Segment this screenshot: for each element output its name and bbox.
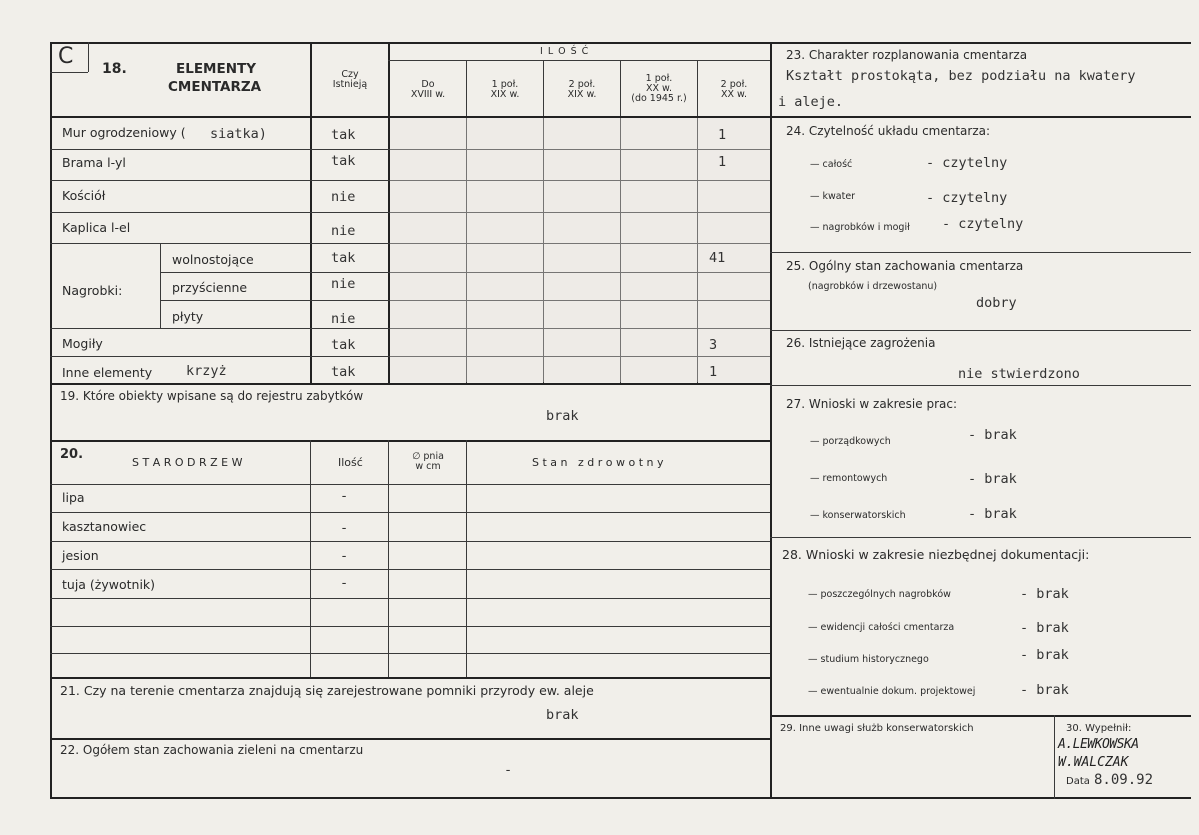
section-22-label: 22. Ogółem stan zachowania zieleni na cmentarzu [60, 743, 364, 757]
section-23-label: 23. Charakter rozplanowania cmentarza [786, 48, 1028, 62]
col-header-tree-count: Ilość [338, 456, 363, 469]
signature-name-2: W.WALCZAK [1058, 755, 1129, 770]
section-27-label: 27. Wnioski w zakresie prac: [786, 397, 958, 411]
row-note-mur: siatka) [210, 126, 267, 142]
tree-count-jesion: - [340, 548, 349, 564]
s28-item-ewidencji-value: - brak [1020, 620, 1069, 636]
s24-item-nagrobkow-value: - czytelny [942, 216, 1024, 232]
s28-item-nagrobkow-label: — poszczególnych nagrobków [808, 589, 951, 600]
s27-item-porzadkowych-value: - brak [968, 427, 1017, 443]
signature-name-1: A.LEWKOWSKA [1058, 737, 1139, 752]
section-c-box [54, 44, 86, 70]
row-exists-kosciol: nie [331, 189, 356, 205]
s24-item-kwater-label: — kwater [810, 191, 856, 202]
s27-item-konserwatorskich-label: — konserwatorskich [810, 510, 906, 521]
col-header-stan: S t a n z d r o w o t n y [532, 456, 664, 469]
section-20-title: S T A R O D R Z E W [132, 456, 243, 469]
row-label-plyty: płyty [172, 309, 204, 324]
nagrobki-label: Nagrobki: [62, 283, 123, 298]
section-25-label: 25. Ogólny stan zachowania cmentarza [786, 259, 1024, 273]
row-label-brama: Brama l-yl [62, 155, 126, 170]
row-label-inne: Inne elementy [62, 365, 153, 380]
row-exists-mur: tak [331, 127, 356, 143]
section-21-value: brak [546, 707, 579, 723]
s28-item-studium-label: — studium historycznego [808, 654, 929, 665]
tree-name-tuja: tuja (żywotnik) [62, 577, 156, 592]
s24-item-nagrobkow-label: — nagrobków i mogił [810, 222, 910, 233]
row-exists-wolnostojace: tak [331, 250, 356, 266]
row-exists-mogily: tak [331, 337, 356, 353]
s28-item-studium-value: - brak [1020, 647, 1069, 663]
section-c-letter: C [58, 44, 74, 69]
section-19-value: brak [546, 408, 579, 424]
col-header-ilosc: I L O Ś Ć [540, 46, 590, 57]
section-26-value: nie stwierdzono [958, 366, 1080, 382]
s24-item-calosc-value: - czytelny [926, 155, 1008, 171]
s27-item-konserwatorskich-value: - brak [968, 506, 1017, 522]
section-18-title-1: ELEMENTY [176, 61, 256, 77]
s28-item-projektowej-label: — ewentualnie dokum. projektowej [808, 686, 976, 697]
date-label: Data [1066, 776, 1090, 787]
section-25-sub: (nagrobków i drzewostanu) [808, 281, 938, 292]
row-label-mogily: Mogiły [62, 336, 103, 351]
section-26-label: 26. Istniejące zagrożenia [786, 336, 936, 350]
col-header-exists: Czy Istnieją [332, 69, 368, 90]
row-exists-przyscienne: nie [331, 276, 356, 292]
row-count-inne: 1 [709, 364, 718, 380]
section-19-label: 19. Które obiekty wpisane są do rejestru zabytków [60, 389, 364, 403]
col-header-1pol-xx: 1 poł. XX w. (do 1945 r.) [631, 73, 687, 104]
row-count-mur: 1 [718, 127, 727, 143]
row-label-kosciol: Kościół [62, 188, 106, 203]
col-header-2pol-xix: 2 poł. XIX w. [567, 79, 597, 100]
section-18-number: 18. [102, 61, 127, 77]
s28-item-ewidencji-label: — ewidencji całości cmentarza [808, 622, 955, 633]
s24-item-calosc-label: — całość [810, 159, 853, 170]
row-exists-plyty: nie [331, 311, 356, 327]
row-label-kaplica: Kaplica l-el [62, 220, 131, 235]
section-28-label: 28. Wnioski w zakresie niezbędnej dokumentacji: [782, 547, 1090, 562]
s27-item-remontowych-label: — remontowych [810, 473, 888, 484]
col-header-2pol-xx: 2 poł. XX w. [720, 79, 748, 100]
row-count-wolnostojace: 41 [709, 250, 726, 266]
section-29-label: 29. Inne uwagi służb konserwatorskich [780, 723, 974, 734]
s24-item-kwater-value: - czytelny [926, 190, 1008, 206]
row-exists-kaplica: nie [331, 223, 356, 239]
row-exists-brama: tak [331, 153, 356, 169]
row-label-przyscienne: przyścienne [172, 280, 248, 295]
col-header-do-xviii: Do XVIII w. [410, 79, 446, 100]
row-count-mogily: 3 [709, 337, 718, 353]
s28-item-projektowej-value: - brak [1020, 682, 1069, 698]
row-label-mur: Mur ogrodzeniowy ( [62, 125, 186, 140]
row-exists-inne: tak [331, 364, 356, 380]
section-23-value-1: Kształt prostokąta, bez podziału na kwatery [786, 68, 1136, 84]
section-20-number: 20. [60, 447, 84, 462]
col-header-1pol-xix: 1 poł. XIX w. [490, 79, 520, 100]
section-24-label: 24. Czytelność układu cmentarza: [786, 124, 991, 138]
tree-name-lipa: lipa [62, 490, 85, 505]
section-25-value: dobry [976, 295, 1017, 311]
row-label-wolnostojace: wolnostojące [172, 252, 254, 267]
col-header-pnia: ∅ pnia w cm [412, 451, 444, 472]
section-18-title-2: CMENTARZA [168, 79, 262, 95]
section-23-value-2: i aleje. [778, 94, 844, 110]
tree-count-tuja: - [340, 575, 349, 591]
section-21-label: 21. Czy na terenie cmentarza znajdują się zarejestrowane pomniki przyrody ew. aleje [60, 683, 594, 698]
section-30-label: 30. Wypełnił: [1066, 723, 1132, 734]
tree-name-kasztanowiec: kasztanowiec [62, 519, 147, 534]
row-count-brama: 1 [718, 154, 727, 170]
section-22-value: - [504, 762, 513, 778]
tree-name-jesion: jesion [62, 548, 99, 563]
s28-item-nagrobkow-value: - brak [1020, 586, 1069, 602]
s27-item-porzadkowych-label: — porządkowych [810, 436, 891, 447]
row-note-inne: krzyż [186, 363, 227, 379]
tree-count-kasztanowiec: - [340, 520, 349, 536]
tree-count-lipa: - [340, 488, 349, 504]
date-value: 8.09.92 [1094, 772, 1154, 788]
s27-item-remontowych-value: - brak [968, 471, 1017, 487]
